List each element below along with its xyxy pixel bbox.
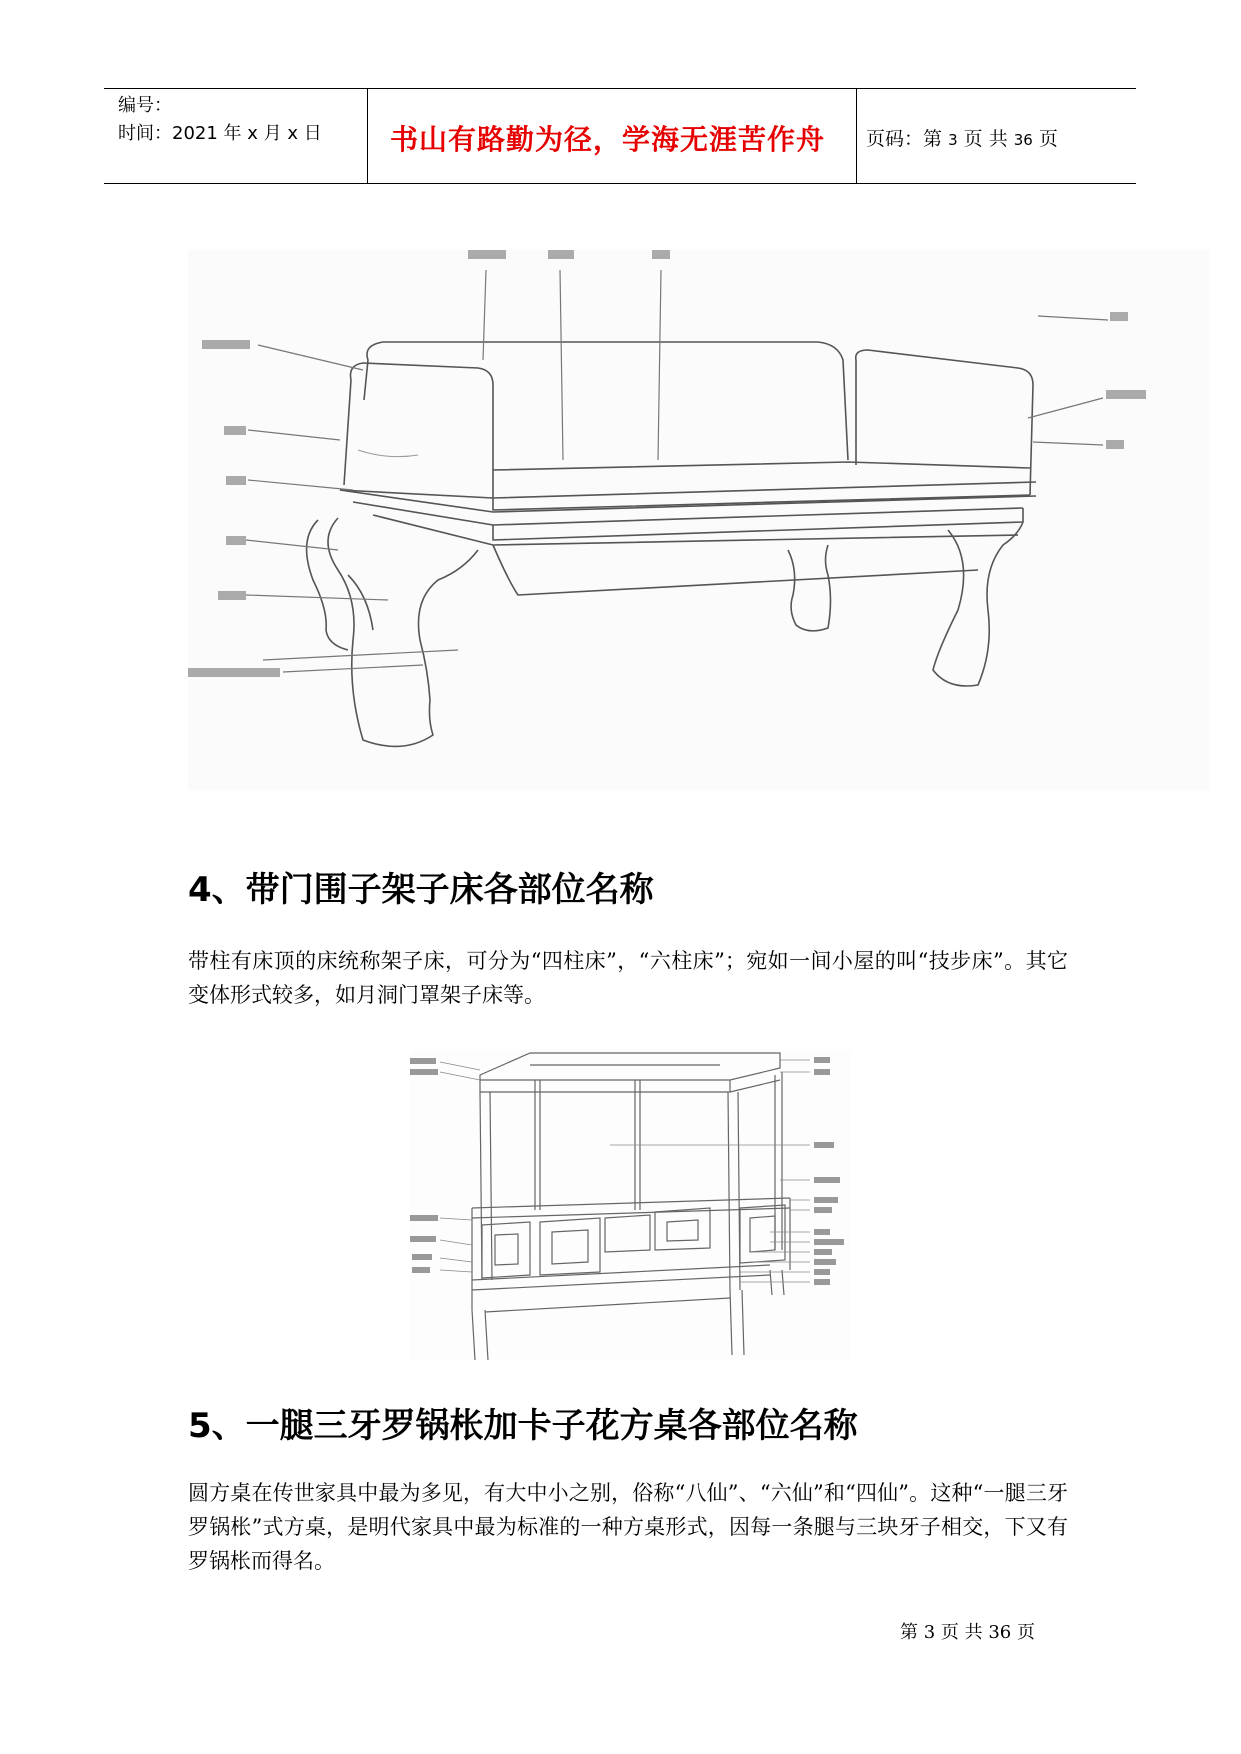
page-footer: 第 3 页 共 36 页 xyxy=(900,1622,1035,1643)
canopy-bed-diagram xyxy=(410,1050,850,1360)
time-label: 时间：2021 年 x 月 x 日 xyxy=(118,123,322,144)
section5-heading: 5、一腿三牙罗锅枨加卡子花方桌各部位名称 xyxy=(188,1406,858,1446)
header-page-info xyxy=(866,124,1058,151)
page-total: 36 xyxy=(1013,131,1033,149)
header-divider-2 xyxy=(856,88,857,184)
section4-heading: 4、带门围子架子床各部位名称 xyxy=(188,870,654,910)
section5-paragraph: 圆方桌在传世家具中最为多见，有大中小之别，俗称“八仙”、“六仙”和“四仙”。这种“一腿三牙罗锅枨”式方桌，是明代家具中最为标准的一种方桌形式，因每一条腿与三块牙子相交，下又有罗锅枨而得名。 xyxy=(188,1481,1068,1573)
section4-paragraph: 带柱有床顶的床统称架子床，可分为“四柱床”，“六柱床”；宛如一间小屋的叫“技步床”。其它变体形式较多，如月洞门罩架子床等。 xyxy=(188,949,1068,1007)
header-top-rule xyxy=(104,88,1136,89)
page-current: 3 xyxy=(948,131,958,149)
header-divider-1 xyxy=(367,88,368,184)
header-motto: 书山有路勤为径，学海无涯苦作舟 xyxy=(390,123,826,156)
page-suffix: 页 xyxy=(1038,128,1058,150)
page-label: 页码：第 xyxy=(866,128,943,150)
header-bottom-rule xyxy=(104,183,1136,184)
serial-label: 编号： xyxy=(118,95,172,116)
luohan-bed-diagram xyxy=(188,250,1210,790)
page-mid: 页 共 xyxy=(963,128,1008,150)
header-meta xyxy=(118,92,322,148)
